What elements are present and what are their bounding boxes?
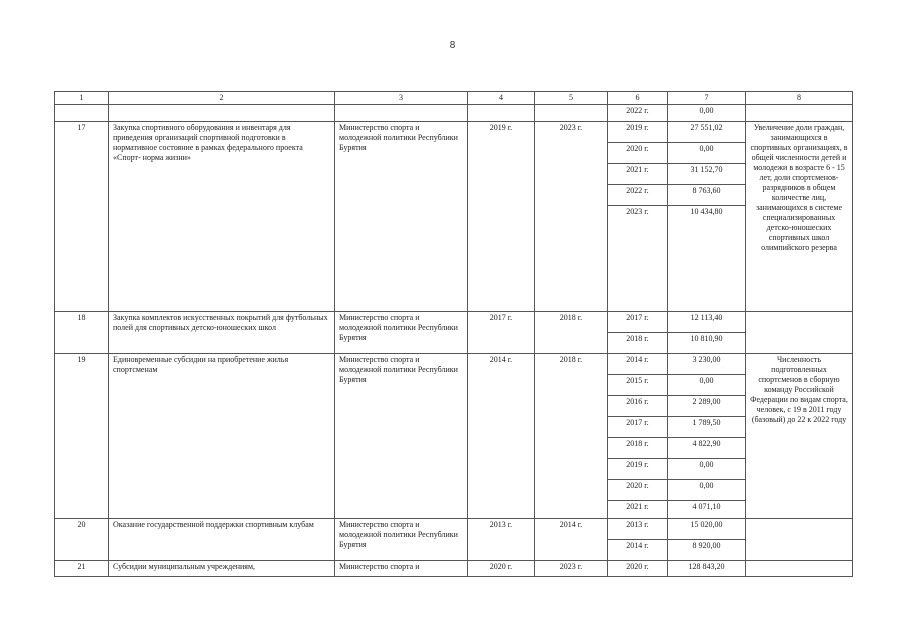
end-year: 2023 г. (535, 122, 608, 312)
amount-cell: 128 843,20 (668, 561, 746, 577)
column-header: 5 (535, 92, 608, 105)
end-year: 2014 г. (535, 519, 608, 561)
column-header: 4 (468, 92, 535, 105)
year-cell: 2021 г. (608, 164, 668, 185)
column-header: 3 (335, 92, 468, 105)
header-row (55, 92, 853, 105)
measure-name: Закупка спортивного оборудования и инвентаря для приведения организаций спортивной подготовки в нормативное состояние в рамках федерального проекта «Спорт- норма жизни» (109, 122, 335, 312)
year-cell: 2018 г. (608, 438, 668, 459)
amount-cell: 0,00 (668, 459, 746, 480)
column-header: 2 (109, 92, 335, 105)
start-year: 2020 г. (468, 561, 535, 577)
table-row (55, 354, 853, 375)
year-cell: 2016 г. (608, 396, 668, 417)
amount-cell: 27 551,02 (668, 122, 746, 143)
year-cell: 2013 г. (608, 519, 668, 540)
year-cell: 2017 г. (608, 417, 668, 438)
page-number: 8 (449, 40, 456, 51)
end-year: 2018 г. (535, 354, 608, 519)
amount-cell: 3 230,00 (668, 354, 746, 375)
amount-cell: 12 113,40 (668, 312, 746, 333)
empty-cell (746, 105, 853, 122)
indicator: Увеличение доли граждан, занимающихся в спортивных организациях, в общей численности детей и молодежи в возрасте 6 - 15 лет, доли спортсменов-разрядников в общем количестве лиц, занимающихся в системе специализированных детско-юношеских спортивных школ олимпийского резерва (746, 122, 853, 312)
empty-cell (468, 105, 535, 122)
measure-name: Оказание государственной поддержки спортивным клубам (109, 519, 335, 561)
year-cell: 2020 г. (608, 143, 668, 164)
amount-cell: 10 434,80 (668, 206, 746, 312)
carry-over-row (55, 105, 853, 122)
table-row (55, 122, 853, 143)
row-number: 20 (55, 519, 109, 561)
year-cell: 2021 г. (608, 501, 668, 519)
amount-cell: 1 789,50 (668, 417, 746, 438)
year-cell: 2015 г. (608, 375, 668, 396)
program-table (54, 91, 853, 577)
year-cell: 2014 г. (608, 354, 668, 375)
amount-cell: 10 810,90 (668, 333, 746, 354)
empty-cell (109, 105, 335, 122)
table-row (55, 519, 853, 540)
row-number: 19 (55, 354, 109, 519)
start-year: 2019 г. (468, 122, 535, 312)
start-year: 2017 г. (468, 312, 535, 354)
end-year: 2018 г. (535, 312, 608, 354)
year-cell: 2020 г. (608, 561, 668, 577)
empty-cell (535, 105, 608, 122)
amount-cell: 8 920,00 (668, 540, 746, 561)
indicator (746, 561, 853, 577)
amount-cell: 8 763,60 (668, 185, 746, 206)
amount-cell: 0,00 (668, 143, 746, 164)
amount-cell: 0,00 (668, 105, 746, 122)
column-header: 7 (668, 92, 746, 105)
row-number: 21 (55, 561, 109, 577)
executor: Министерство спорта и (335, 561, 468, 577)
indicator (746, 519, 853, 561)
column-header: 1 (55, 92, 109, 105)
year-cell: 2019 г. (608, 459, 668, 480)
year-cell: 2023 г. (608, 206, 668, 312)
indicator (746, 312, 853, 354)
measure-name: Закупка комплектов искусственных покрытий для футбольных полей для спортивных детско-юношеских школ (109, 312, 335, 354)
start-year: 2014 г. (468, 354, 535, 519)
row-number: 17 (55, 122, 109, 312)
indicator: Численность подготовленных спортсменов в сборную команду Российской Федерации по видам спорта, человек, с 19 в 2011 году (базовый) до 22 к 2022 году (746, 354, 853, 519)
empty-cell (335, 105, 468, 122)
executor: Министерство спорта и молодежной политики Республики Бурятия (335, 122, 468, 312)
measure-name: Единовременные субсидии на приобретение жилья спортсменам (109, 354, 335, 519)
amount-cell: 4 071,10 (668, 501, 746, 519)
amount-cell: 2 289,00 (668, 396, 746, 417)
table-row (55, 312, 853, 333)
year-cell: 2020 г. (608, 480, 668, 501)
year-cell: 2017 г. (608, 312, 668, 333)
start-year: 2013 г. (468, 519, 535, 561)
executor: Министерство спорта и молодежной политики Республики Бурятия (335, 519, 468, 561)
end-year: 2023 г. (535, 561, 608, 577)
year-cell: 2014 г. (608, 540, 668, 561)
column-header: 8 (746, 92, 853, 105)
amount-cell: 4 822,90 (668, 438, 746, 459)
table-row (55, 561, 853, 577)
amount-cell: 31 152,70 (668, 164, 746, 185)
table-body (55, 92, 853, 577)
year-cell: 2019 г. (608, 122, 668, 143)
amount-cell: 0,00 (668, 375, 746, 396)
year-cell: 2022 г. (608, 185, 668, 206)
measure-name: Субсидии муниципальным учреждениям, (109, 561, 335, 577)
row-number: 18 (55, 312, 109, 354)
column-header: 6 (608, 92, 668, 105)
executor: Министерство спорта и молодежной политики Республики Бурятия (335, 312, 468, 354)
year-cell: 2018 г. (608, 333, 668, 354)
amount-cell: 0,00 (668, 480, 746, 501)
empty-cell (55, 105, 109, 122)
amount-cell: 15 020,00 (668, 519, 746, 540)
executor: Министерство спорта и молодежной политики Республики Бурятия (335, 354, 468, 519)
year-cell: 2022 г. (608, 105, 668, 122)
